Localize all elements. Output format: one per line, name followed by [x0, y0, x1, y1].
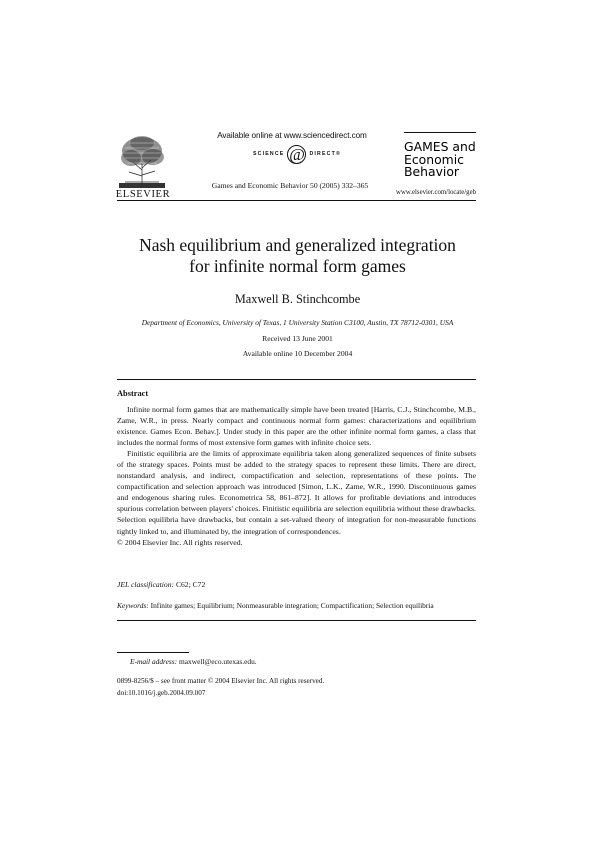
online-date: Available online 10 December 2004: [242, 349, 353, 358]
abstract-heading: Abstract: [117, 389, 149, 398]
issn-line: 0899-8256/$ – see front matter © 2004 Elsevier Inc. All rights reserved.: [117, 677, 325, 685]
received-date: Received 13 June 2001: [262, 334, 333, 343]
email-value[interactable]: maxwell@eco.utexas.edu.: [179, 657, 257, 666]
author-affiliation: Department of Economics, University of Texas, 1 University Station C3100, Austin, TX 78712-0301, USA: [141, 318, 454, 327]
title-line: Nash equilibrium and generalized integration: [139, 235, 456, 255]
journal-logo-line: GAMES and: [404, 139, 476, 154]
jel-label: JEL classification:: [117, 580, 175, 589]
journal-logo-line: Behavior: [404, 164, 460, 179]
abstract-paragraph: Infinite normal form games that are mathematically simple have been treated [Harris, C.J., Stinchcombe, M.B., Zame, W.R., in press. Nearly compact and continuous normal form games: characterizations and equilibrium existence. Games Econ. Behav.]. Under study in this paper are the other infinite normal form games, a class that includes the normal forms of most extensive form games with infinite choice sets.: [117, 405, 476, 448]
abstract-top-divider: [117, 379, 476, 380]
author-name: Maxwell B. Stinchcombe: [234, 292, 361, 306]
sciencedirect-left: SCIENCE: [253, 151, 285, 157]
doi-line[interactable]: doi:10.1016/j.geb.2004.09.007: [117, 689, 206, 697]
article-title: [100, 235, 495, 277]
footnote-rule: [117, 652, 189, 653]
keywords-label: Keywords:: [117, 601, 149, 610]
keywords: [117, 601, 476, 610]
journal-url[interactable]: www.elsevier.com/locate/geb: [396, 189, 476, 196]
journal-logo-rule: [404, 132, 476, 133]
journal-logo-line: Economic: [404, 151, 464, 167]
abstract-copyright: © 2004 Elsevier Inc. All rights reserved.: [117, 537, 243, 547]
abstract-paragraph: Finitistic equilibria are the limits of approximate equilibria taken along generalized sequences of finite subsets of the strategy spaces. Points must be added to the strategy spaces to represent these limits. There are direct, nonstandard analysis, and indirect, compactification and selection, representations of these points. The compactification and selection approach was introduced [Simon, L.K., Zame, W.R., 1990. Discontinuous games and endogenous sharing rules. Econometrica 58, 861–872]. It allows for profitable deviations and introduces spurious correlation between players' choices. Finitistic equilibria are selection equilibria without these drawbacks. Selection equilibria have drawbacks, but contain a set-valued theory of integration for non-measurable functions tightly linked to, and illuminated by, the integration of correspondences.: [117, 449, 476, 536]
sciencedirect-right: DIRECT®: [309, 151, 341, 157]
journal-logo: [404, 141, 484, 179]
jel-value: C62; C72: [175, 580, 206, 589]
available-online-text[interactable]: Available online at www.sciencedirect.com: [217, 131, 367, 140]
title-line: for infinite normal form games: [189, 256, 406, 276]
keywords-value: Infinite games; Equilibrium; Nonmeasurable integration; Compactification; Selection equilibria: [150, 601, 434, 610]
jel-classification: [117, 580, 205, 589]
header-divider: [117, 200, 476, 201]
abstract-bottom-divider: [117, 620, 476, 621]
elsevier-tree-icon: [117, 134, 167, 188]
author-email: [130, 657, 257, 666]
abstract-body: [117, 404, 476, 548]
publisher-name: ELSEVIER: [115, 189, 171, 200]
sciencedirect-at: @: [289, 144, 305, 164]
sciencedirect-at-icon: [236, 144, 358, 164]
email-label: E-mail address:: [130, 657, 178, 666]
journal-citation: Games and Economic Behavior 50 (2005) 332–365: [211, 181, 369, 190]
